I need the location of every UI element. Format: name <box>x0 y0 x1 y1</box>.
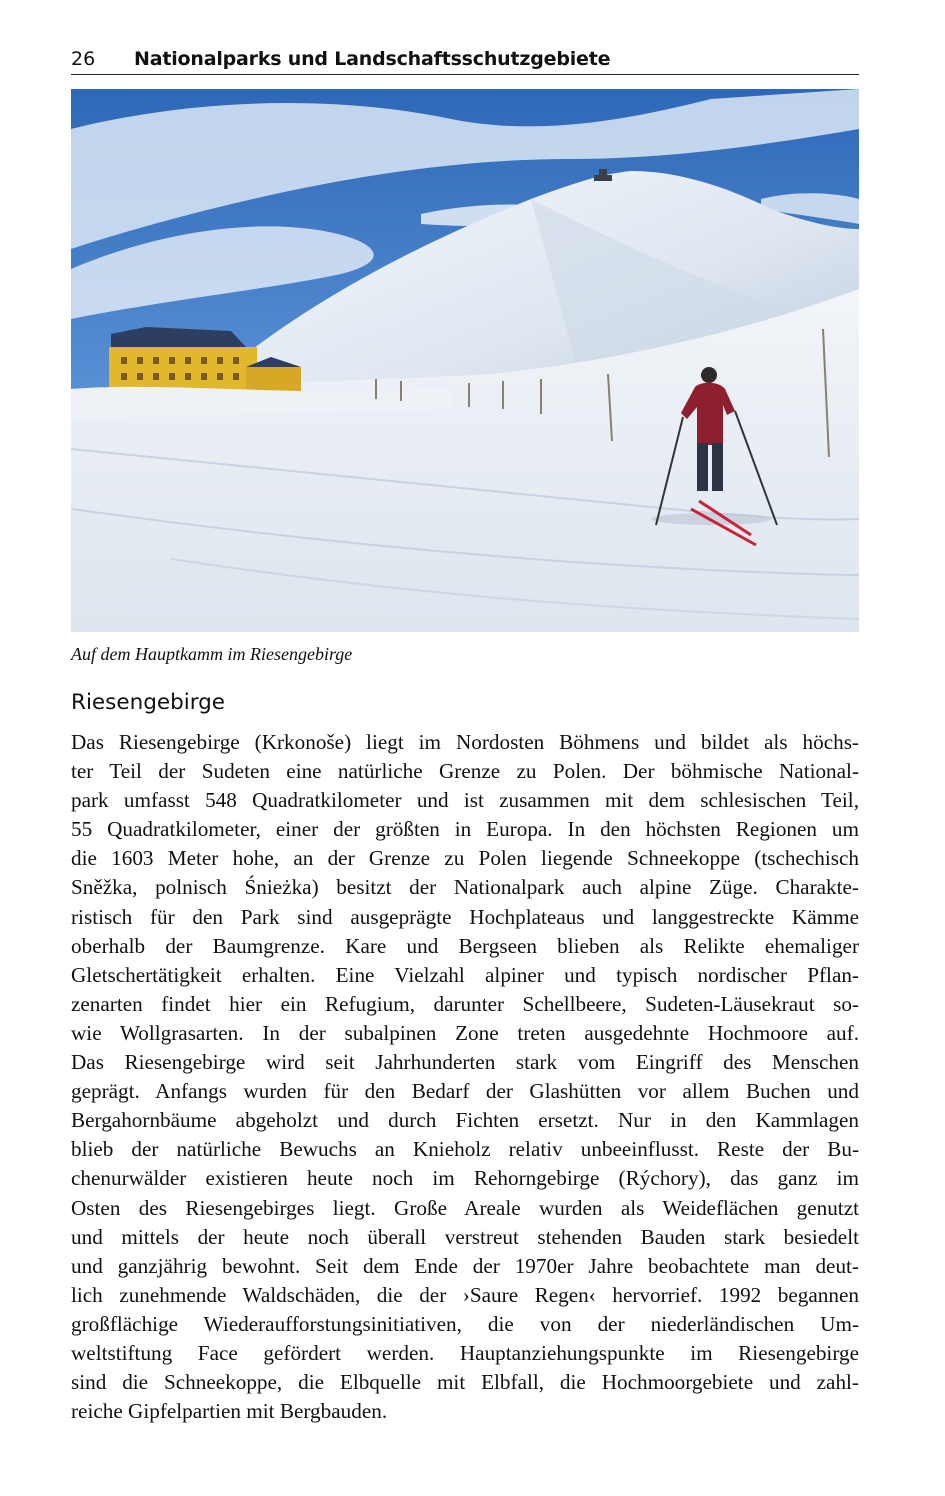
photo-caption: Auf dem Hauptkamm im Riesengebirge <box>71 644 353 664</box>
text-line: ristisch für den Park sind ausgeprägte Hochplateaus und langgestreckte Kämme <box>71 904 859 929</box>
running-head <box>71 46 859 75</box>
section-heading: Riesengebirge <box>71 690 226 715</box>
text-line: geprägt. Anfangs wurden für den Bedarf der Glashütten vor allem Buchen und <box>71 1079 859 1104</box>
text-line: lich zunehmende Waldschäden, die der ›Saure Regen‹ hervorrief. 1992 begannen <box>71 1282 859 1307</box>
text-line: reiche Gipfelpartien mit Bergbauden. <box>71 1399 388 1424</box>
text-line: 55 Quadratkilometer, einer der größten in Europa. In den höchsten Regionen um <box>71 817 859 842</box>
text-line: Das Riesengebirge (Krkonoše) liegt im Nordosten Böhmens und bildet als höchs- <box>71 730 859 754</box>
text-line: wie Wollgrasarten. In der subalpinen Zone treten ausgedehnte Hochmoore auf. <box>71 1020 859 1045</box>
text-line: blieb der natürliche Bewuchs an Knieholz relativ unbeeinflusst. Reste der Bu- <box>71 1137 859 1162</box>
text-line: und ganzjährig bewohnt. Seit dem Ende der 1970er Jahre beobachtete man deut- <box>71 1253 859 1278</box>
photo-winter-ridge <box>71 89 859 632</box>
text-line: großflächige Wiederaufforstungsinitiativen, die von der niederländischen Um- <box>71 1311 859 1336</box>
text-line: Osten des Riesengebirges liegt. Große Areale wurden als Weideflächen genutzt <box>71 1195 859 1220</box>
text-line: zenarten findet hier ein Refugium, darunter Schellbeere, Sudeten-Läusekraut so- <box>71 991 859 1016</box>
text-line: sind die Schneekoppe, die Elbquelle mit Elbfall, die Hochmoorgebiete und zahl- <box>71 1370 859 1395</box>
page-number: 26 <box>71 48 96 70</box>
text-line: Gletschertätigkeit erhalten. Eine Vielzahl alpiner und typisch nordischer Pflan- <box>71 962 859 987</box>
photo-illustration <box>71 89 859 632</box>
text-line: Sněžka, polnisch Śnieżka) besitzt der Nationalpark auch alpine Züge. Charakte- <box>71 875 859 900</box>
text-line: Das Riesengebirge wird seit Jahrhunderten stark vom Eingriff des Menschen <box>71 1050 859 1075</box>
text-line: weltstiftung Face gefördert werden. Hauptanziehungspunkte im Riesengebirge <box>71 1340 859 1365</box>
text-line: und mittels der heute noch überall verstreut stehenden Bauden stark besiedelt <box>71 1224 859 1249</box>
text-line: Bergahornbäume abgeholzt und durch Fichten ersetzt. Nur in den Kammlagen <box>71 1108 859 1133</box>
text-line: ter Teil der Sudeten eine natürliche Grenze zu Polen. Der böhmische National- <box>71 759 859 784</box>
running-title: Nationalparks und Landschaftsschutzgebiete <box>134 48 611 70</box>
text-line: chenurwälder existieren heute noch im Rehorngebirge (Rýchory), das ganz im <box>71 1166 859 1191</box>
text-line: die 1603 Meter hohe, an der Grenze zu Polen liegende Schneekoppe (tschechisch <box>71 846 859 871</box>
text-line: park umfasst 548 Quadratkilometer und ist zusammen mit dem schlesischen Teil, <box>71 788 859 813</box>
text-line: oberhalb der Baumgrenze. Kare und Bergseen blieben als Relikte ehemaliger <box>71 933 859 958</box>
body-paragraph <box>71 728 859 1426</box>
